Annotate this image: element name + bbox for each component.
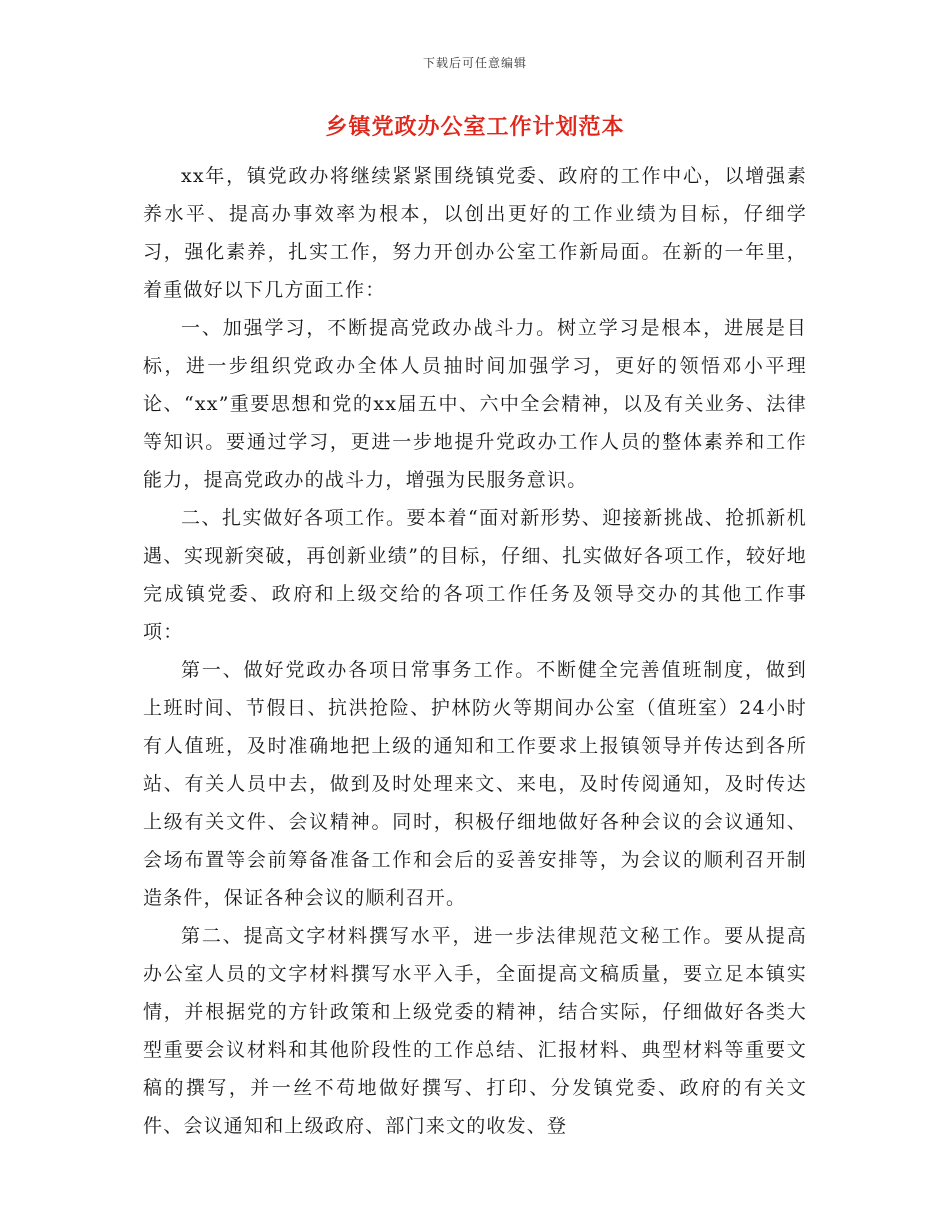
paragraph-item-1: 第一、做好党政办各项日常事务工作。不断健全完善值班制度，做到上班时间、节假日、抗洪抢险、护林防火等期间办公室（值班室）24小时有人值班，及时准确地把上级的通知和工作要求上报镇领导并传达到各所站、有关人员中去，做到及时处理来文、来电，及时传阅通知，及时传达上级有关文件、会议精神。同时，积极仔细地做好各种会议的会议通知、会场布置等会前筹备准备工作和会后的妥善安排等，为会议的顺利召开制造条件，保证各种会议的顺利召开。	[143, 659, 807, 909]
paragraph-item-2: 第二、提高文字材料撰写水平，进一步法律规范文秘工作。要从提高办公室人员的文字材料撰写水平入手，全面提高文稿质量，要立足本镇实情，并根据党的方针政策和上级党委的精神，结合实际，仔细做好各类大型重要会议材料和其他阶段性的工作总结、汇报材料、典型材料等重要文稿的撰写，并一丝不苟地做好撰写、打印、分发镇党委、政府的有关文件、会议通知和上级政府、部门来文的收发、登	[143, 925, 807, 1137]
document-body	[143, 157, 807, 1145]
paragraph-section-2: 二、扎实做好各项工作。要本着“面对新形势、迎接新挑战、抢抓新机遇、实现新突破，再创新业绩”的目标，仔细、扎实做好各项工作，较好地完成镇党委、政府和上级交给的各项工作任务及领导交办的其他工作事项：	[143, 507, 807, 643]
paragraph-intro: xx年，镇党政办将继续紧紧围绕镇党委、政府的工作中心，以增强素养水平、提高办事效率为根本，以创出更好的工作业绩为目标，仔细学习，强化素养，扎实工作，努力开创办公室工作新局面。在新的一年里，着重做好以下几方面工作：	[143, 165, 807, 301]
header-note: 下载后可任意编辑	[422, 56, 527, 70]
document-title: 乡镇党政办公室工作计划范本	[325, 114, 625, 140]
paragraph-section-1: 一、加强学习，不断提高党政办战斗力。树立学习是根本，进展是目标，进一步组织党政办全体人员抽时间加强学习，更好的领悟邓小平理论、“xx”重要思想和党的xx届五中、六中全会精神，以及有关业务、法律等知识。要通过学习，更进一步地提升党政办工作人员的整体素养和工作能力，提高党政办的战斗力，增强为民服务意识。	[143, 317, 807, 491]
